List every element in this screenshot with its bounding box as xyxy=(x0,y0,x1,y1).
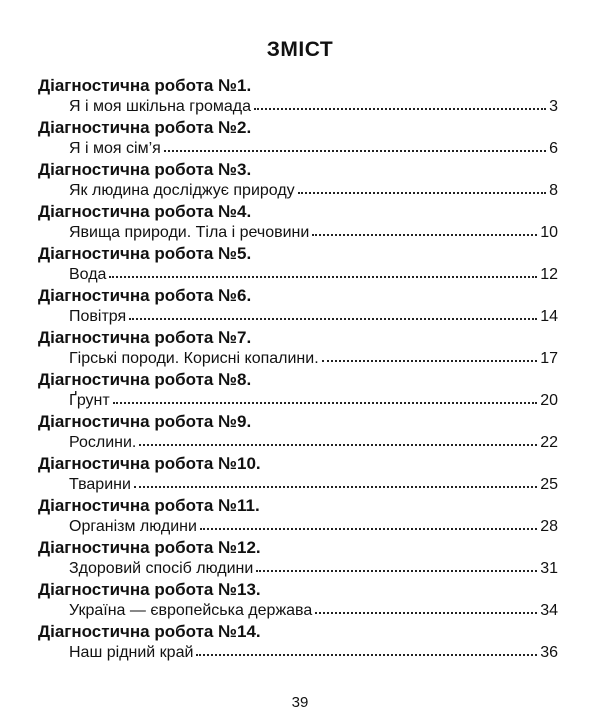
entry-topic: Тварини xyxy=(69,476,131,493)
toc-entry xyxy=(38,76,558,118)
entry-line xyxy=(38,263,558,286)
entry-topic: Організм людини xyxy=(69,518,197,535)
entry-line xyxy=(38,179,558,202)
entry-heading: Діагностична робота №12. xyxy=(38,538,261,557)
entry-page-number: 31 xyxy=(540,560,558,577)
entry-heading: Діагностична робота №6. xyxy=(38,286,252,305)
toc-entry xyxy=(38,328,558,370)
dot-leader xyxy=(312,230,537,236)
entry-topic: Ґрунт xyxy=(69,392,110,409)
dot-leader xyxy=(134,482,537,488)
entry-page-number: 20 xyxy=(540,392,558,409)
entry-heading: Діагностична робота №3. xyxy=(38,160,252,179)
entry-topic: Я і моя сім’я xyxy=(69,140,161,157)
entry-line xyxy=(38,599,558,622)
page-number: 39 xyxy=(291,694,309,711)
entry-heading: Діагностична робота №7. xyxy=(38,328,252,347)
dot-leader xyxy=(315,608,537,614)
entry-heading: Діагностична робота №10. xyxy=(38,454,261,473)
dot-leader xyxy=(254,104,546,110)
entry-line xyxy=(38,389,558,412)
toc-entry xyxy=(38,496,558,538)
entry-page-number: 22 xyxy=(540,434,558,451)
entry-heading: Діагностична робота №4. xyxy=(38,202,252,221)
dot-leader xyxy=(164,146,546,152)
entry-page-number: 34 xyxy=(540,602,558,619)
entry-page-number: 28 xyxy=(540,518,558,535)
entry-topic: Повітря xyxy=(69,308,127,325)
entry-topic: Я і моя шкільна громада xyxy=(69,98,252,115)
entry-page-number: 3 xyxy=(549,98,558,115)
toc-entry xyxy=(38,622,558,664)
entry-line xyxy=(38,431,558,454)
page-title: ЗМІСТ xyxy=(266,38,334,61)
entry-page-number: 36 xyxy=(540,644,558,661)
dot-leader xyxy=(129,314,537,320)
entry-line xyxy=(38,221,558,244)
entry-page-number: 17 xyxy=(540,350,558,367)
entry-line xyxy=(38,137,558,160)
entry-heading: Діагностична робота №5. xyxy=(38,244,252,263)
toc-entry xyxy=(38,286,558,328)
entry-line xyxy=(38,641,558,664)
entry-line xyxy=(38,347,558,370)
entry-topic: Гірські породи. Корисні копалини. xyxy=(69,350,319,367)
dot-leader xyxy=(200,524,537,530)
toc-entry xyxy=(38,580,558,622)
toc-entry xyxy=(38,454,558,496)
toc-entry xyxy=(38,118,558,160)
toc-entry xyxy=(38,412,558,454)
entry-line xyxy=(38,305,558,328)
dot-leader xyxy=(298,188,546,194)
entry-page-number: 6 xyxy=(549,140,558,157)
entry-topic: Україна — європейська держава xyxy=(69,602,313,619)
entry-line xyxy=(38,557,558,580)
entry-heading: Діагностична робота №11. xyxy=(38,496,260,515)
toc-entry xyxy=(38,370,558,412)
entry-topic: Як людина досліджує природу xyxy=(69,182,295,199)
entry-page-number: 14 xyxy=(540,308,558,325)
dot-leader xyxy=(139,440,537,446)
entry-line xyxy=(38,473,558,496)
dot-leader xyxy=(322,356,538,362)
dot-leader xyxy=(109,272,537,278)
entry-line xyxy=(38,515,558,538)
dot-leader xyxy=(113,398,538,404)
entry-topic: Явища природи. Тіла і речовини xyxy=(69,224,310,241)
entry-line xyxy=(38,95,558,118)
toc-entry xyxy=(38,538,558,580)
dot-leader xyxy=(256,566,537,572)
entry-page-number: 8 xyxy=(549,182,558,199)
table-of-contents xyxy=(38,76,558,664)
entry-page-number: 12 xyxy=(540,266,558,283)
toc-entry xyxy=(38,160,558,202)
entry-heading: Діагностична робота №8. xyxy=(38,370,252,389)
entry-page-number: 10 xyxy=(540,224,558,241)
entry-topic: Наш рідний край xyxy=(69,644,194,661)
entry-heading: Діагностична робота №2. xyxy=(38,118,252,137)
entry-page-number: 25 xyxy=(540,476,558,493)
entry-topic: Рослини. xyxy=(69,434,137,451)
entry-heading: Діагностична робота №13. xyxy=(38,580,261,599)
entry-heading: Діагностична робота №1. xyxy=(38,76,252,95)
toc-entry xyxy=(38,244,558,286)
toc-entry xyxy=(38,202,558,244)
entry-heading: Діагностична робота №9. xyxy=(38,412,252,431)
entry-topic: Здоровий спосіб людини xyxy=(69,560,254,577)
entry-topic: Вода xyxy=(69,266,107,283)
dot-leader xyxy=(196,650,537,656)
entry-heading: Діагностична робота №14. xyxy=(38,622,261,641)
